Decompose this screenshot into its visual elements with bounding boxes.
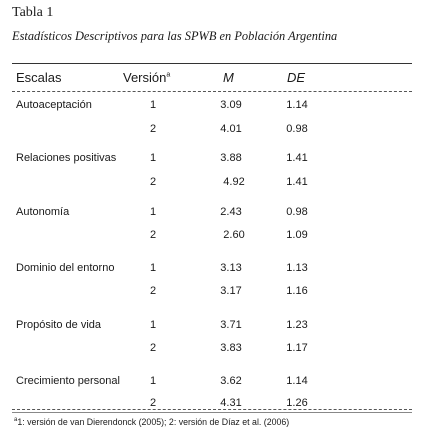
cell-de: 1.14 xyxy=(286,375,308,387)
cell-de: 1.41 xyxy=(286,152,308,164)
cell-de: 1.41 xyxy=(286,176,308,188)
cell-de: 0.98 xyxy=(286,206,308,218)
cell-de: 1.16 xyxy=(286,285,308,297)
cell-version: 1 xyxy=(149,375,157,387)
cell-m: 2.60 xyxy=(223,229,245,241)
cell-version: 2 xyxy=(149,176,157,188)
cell-scale: Propósito de vida xyxy=(16,319,101,331)
cell-scale: Autoaceptación xyxy=(16,99,92,111)
cell-de: 1.13 xyxy=(286,262,308,274)
cell-version: 1 xyxy=(149,152,157,164)
cell-m: 2.43 xyxy=(220,206,242,218)
table-bottom-rule-secondary xyxy=(12,412,412,413)
table-caption-subtitle: Estadísticos Descriptivos para las SPWB en Población Argentina xyxy=(12,29,338,43)
cell-m: 3.71 xyxy=(220,319,242,331)
header-version xyxy=(123,70,170,85)
cell-scale: Relaciones positivas xyxy=(16,152,117,164)
cell-de: 1.23 xyxy=(286,319,308,331)
table-footnote xyxy=(14,417,289,427)
cell-m: 3.88 xyxy=(220,152,242,164)
cell-version: 2 xyxy=(149,229,157,241)
cell-version: 2 xyxy=(149,342,157,354)
cell-m: 3.83 xyxy=(220,342,242,354)
cell-version: 1 xyxy=(149,206,157,218)
cell-m: 3.09 xyxy=(220,99,242,111)
header-m: M xyxy=(223,70,234,85)
cell-de: 1.14 xyxy=(286,99,308,111)
cell-de: 1.26 xyxy=(286,397,308,409)
footnote-text: 1: versión de van Dierendonck (2005); 2: versión de Díaz et al. (2006) xyxy=(17,417,290,427)
header-version-mark: a xyxy=(166,71,171,79)
cell-version: 1 xyxy=(149,262,157,274)
cell-version: 1 xyxy=(149,319,157,331)
cell-scale: Crecimiento personal xyxy=(16,375,120,387)
cell-m: 3.17 xyxy=(220,285,242,297)
cell-de: 0.98 xyxy=(286,123,308,135)
table-header-rule xyxy=(12,91,412,92)
cell-m: 3.62 xyxy=(220,375,242,387)
footnote-mark: a xyxy=(14,417,18,424)
header-version-label: Versión xyxy=(123,70,167,85)
table-caption-title: Tabla 1 xyxy=(12,5,54,20)
cell-m: 4.01 xyxy=(220,123,242,135)
cell-m: 3.13 xyxy=(220,262,242,274)
cell-m: 4.92 xyxy=(223,176,245,188)
cell-de: 1.17 xyxy=(286,342,308,354)
cell-m: 4.31 xyxy=(220,397,242,409)
cell-version: 2 xyxy=(149,123,157,135)
header-de: DE xyxy=(287,70,306,85)
cell-scale: Dominio del entorno xyxy=(16,262,115,274)
cell-version: 1 xyxy=(149,99,157,111)
table-bottom-rule xyxy=(12,409,412,410)
cell-de: 1.09 xyxy=(286,229,308,241)
cell-scale: Autonomía xyxy=(16,206,70,218)
header-scales: Escalas xyxy=(16,70,62,85)
cell-version: 2 xyxy=(149,397,157,409)
table-top-rule xyxy=(12,63,412,64)
cell-version: 2 xyxy=(149,285,157,297)
